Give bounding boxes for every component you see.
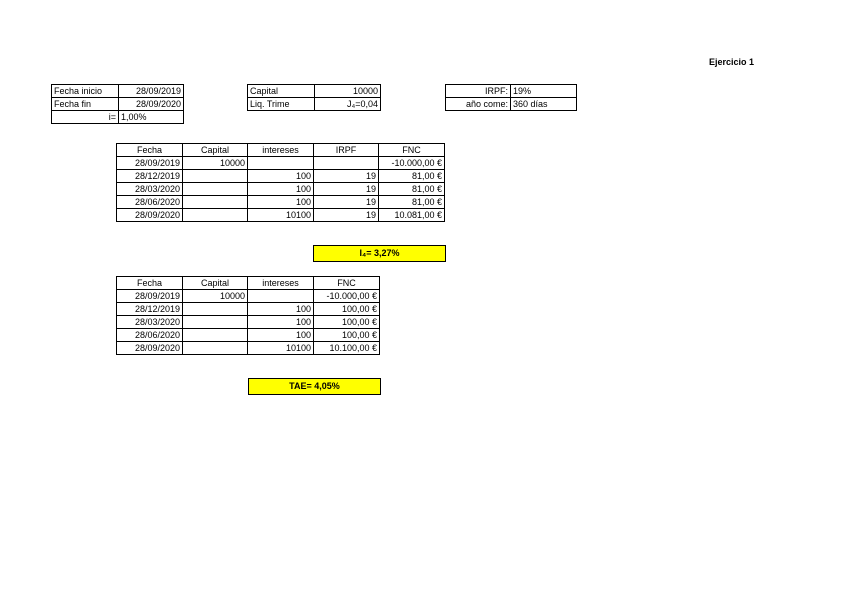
irpf-label: IRPF: <box>446 85 511 98</box>
cell-fecha[interactable]: 28/06/2020 <box>117 196 183 209</box>
cell-capital[interactable]: 10000 <box>183 290 248 303</box>
col-header-irpf: IRPF <box>314 144 379 157</box>
fecha-fin-label: Fecha fin <box>52 98 119 111</box>
col-header-capital: Capital <box>183 144 248 157</box>
cell-capital[interactable] <box>183 303 248 316</box>
cell-intereses[interactable]: 10100 <box>248 209 314 222</box>
cell-fnc[interactable]: 81,00 € <box>379 170 445 183</box>
col-header-fnc: FNC <box>314 277 380 290</box>
cell-intereses[interactable]: 100 <box>248 196 314 209</box>
cell-fecha[interactable]: 28/09/2020 <box>117 209 183 222</box>
cell-fnc[interactable]: 100,00 € <box>314 329 380 342</box>
fecha-inicio-label: Fecha inicio <box>52 85 119 98</box>
cell-intereses[interactable]: 100 <box>248 316 314 329</box>
info-row <box>446 98 577 111</box>
cell-capital[interactable] <box>183 183 248 196</box>
cell-capital[interactable] <box>183 170 248 183</box>
result-irr-cell[interactable] <box>313 245 446 262</box>
table-row <box>117 290 380 303</box>
cell-irpf[interactable]: 19 <box>314 183 379 196</box>
cell-intereses[interactable]: 100 <box>248 329 314 342</box>
table-row <box>117 170 445 183</box>
info-row <box>52 85 184 98</box>
table-row <box>117 316 380 329</box>
cash-flow-table-irpf <box>116 143 445 222</box>
irpf-value[interactable]: 19% <box>511 85 577 98</box>
cell-fnc[interactable]: 100,00 € <box>314 303 380 316</box>
capital-value[interactable]: 10000 <box>315 85 381 98</box>
result-irr-label: I₄= <box>359 248 372 258</box>
cell-fnc[interactable]: 81,00 € <box>379 196 445 209</box>
result-tae-label: TAE= <box>289 381 312 391</box>
table-row <box>117 157 445 170</box>
cash-flow-table <box>116 276 380 355</box>
info-row <box>52 111 184 124</box>
ano-comercial-value[interactable]: 360 días <box>511 98 577 111</box>
info-row <box>248 85 381 98</box>
cell-fnc[interactable]: 10.100,00 € <box>314 342 380 355</box>
col-header-intereses: intereses <box>248 144 314 157</box>
col-header-capital: Capital <box>183 277 248 290</box>
cell-fnc[interactable]: 10.081,00 € <box>379 209 445 222</box>
col-header-fnc: FNC <box>379 144 445 157</box>
col-header-fecha: Fecha <box>117 277 183 290</box>
table-row <box>117 342 380 355</box>
rate-value[interactable]: 1,00% <box>119 111 184 124</box>
cell-intereses[interactable]: 10100 <box>248 342 314 355</box>
cell-fecha[interactable]: 28/09/2019 <box>117 290 183 303</box>
liq-trime-value[interactable]: J₄=0,04 <box>315 98 381 111</box>
table-row <box>117 183 445 196</box>
capital-label: Capital <box>248 85 315 98</box>
cell-capital[interactable] <box>183 196 248 209</box>
table-row <box>117 209 445 222</box>
cell-irpf[interactable] <box>314 157 379 170</box>
cell-fecha[interactable]: 28/12/2019 <box>117 170 183 183</box>
result-tae-value: 4,05% <box>314 381 340 391</box>
fecha-inicio-value[interactable]: 28/09/2019 <box>119 85 184 98</box>
cell-capital[interactable] <box>183 329 248 342</box>
info-row <box>446 85 577 98</box>
result-tae-cell[interactable] <box>248 378 381 395</box>
info-row <box>52 98 184 111</box>
cell-fnc[interactable]: -10.000,00 € <box>314 290 380 303</box>
table-row <box>117 303 380 316</box>
result-irr-value: 3,27% <box>374 248 400 258</box>
col-header-intereses: intereses <box>248 277 314 290</box>
cell-fecha[interactable]: 28/12/2019 <box>117 303 183 316</box>
cell-fnc[interactable]: -10.000,00 € <box>379 157 445 170</box>
cell-fecha[interactable]: 28/09/2019 <box>117 157 183 170</box>
table-header-row <box>117 277 380 290</box>
cell-fecha[interactable]: 28/03/2020 <box>117 183 183 196</box>
cell-capital[interactable]: 10000 <box>183 157 248 170</box>
fecha-fin-value[interactable]: 28/09/2020 <box>119 98 184 111</box>
sheet-title: Ejercicio 1 <box>709 57 755 67</box>
cell-intereses[interactable] <box>248 157 314 170</box>
table-row <box>117 329 380 342</box>
cell-irpf[interactable]: 19 <box>314 196 379 209</box>
cell-fecha[interactable]: 28/06/2020 <box>117 329 183 342</box>
tax-info-table <box>445 84 577 111</box>
table-header-row <box>117 144 445 157</box>
info-row <box>248 98 381 111</box>
cell-irpf[interactable]: 19 <box>314 170 379 183</box>
cell-capital[interactable] <box>183 342 248 355</box>
cell-intereses[interactable]: 100 <box>248 183 314 196</box>
cell-fecha[interactable]: 28/09/2020 <box>117 342 183 355</box>
cell-fecha[interactable]: 28/03/2020 <box>117 316 183 329</box>
cell-intereses[interactable] <box>248 290 314 303</box>
liq-trime-label: Liq. Trime <box>248 98 315 111</box>
capital-info-table <box>247 84 381 111</box>
cell-fnc[interactable]: 81,00 € <box>379 183 445 196</box>
ano-comercial-label: año come: <box>446 98 511 111</box>
cell-intereses[interactable]: 100 <box>248 303 314 316</box>
cell-fnc[interactable]: 100,00 € <box>314 316 380 329</box>
cell-capital[interactable] <box>183 209 248 222</box>
col-header-fecha: Fecha <box>117 144 183 157</box>
rate-label: i= <box>52 111 119 124</box>
dates-info-table <box>51 84 184 124</box>
table-row <box>117 196 445 209</box>
cell-capital[interactable] <box>183 316 248 329</box>
cell-intereses[interactable]: 100 <box>248 170 314 183</box>
cell-irpf[interactable]: 19 <box>314 209 379 222</box>
